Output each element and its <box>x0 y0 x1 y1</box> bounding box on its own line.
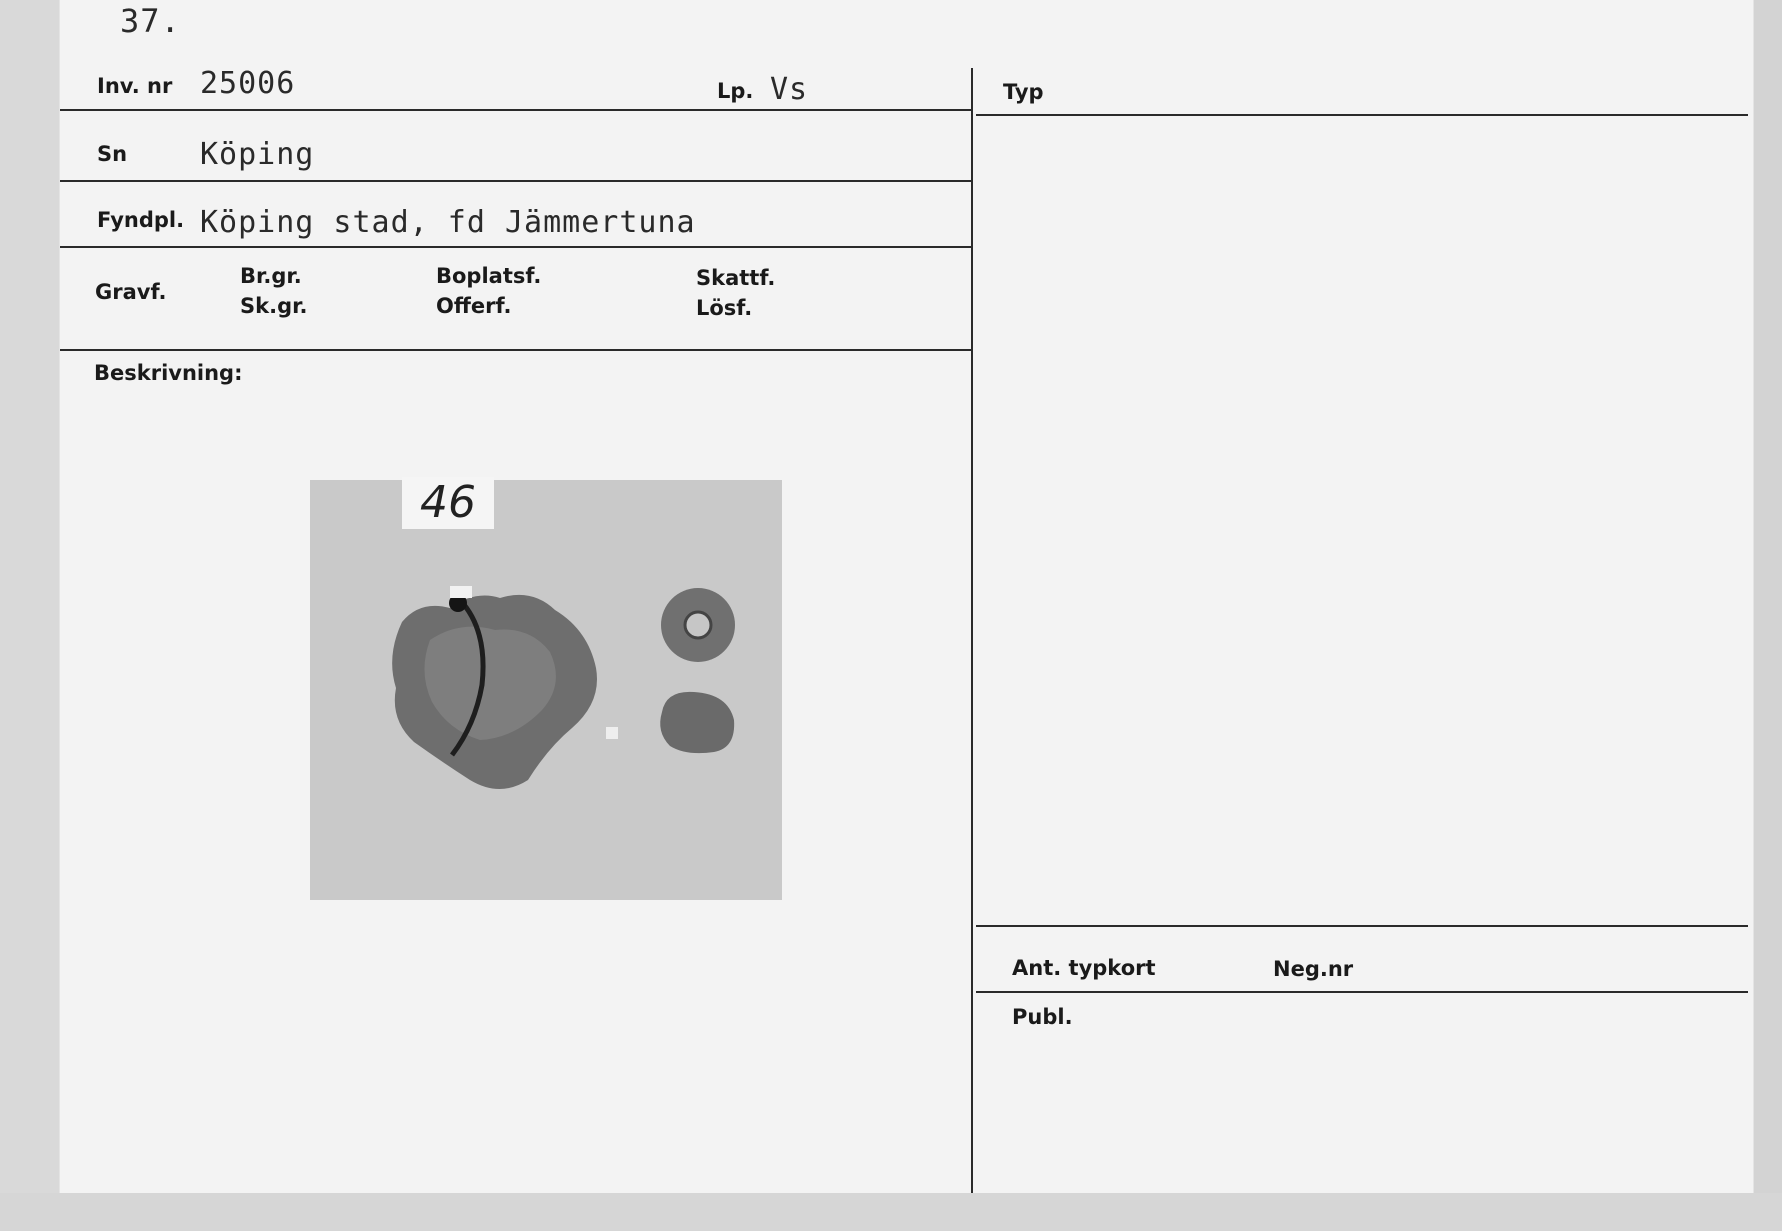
skattf-label: Skattf. <box>696 266 776 290</box>
rule-gravf <box>60 349 972 351</box>
column-divider <box>971 68 973 1193</box>
inv-nr-label: Inv. nr <box>97 74 173 98</box>
rule-inv <box>60 109 972 111</box>
boplatsf-label: Boplatsf. <box>436 264 542 288</box>
ant-typkort-label: Ant. typkort <box>1012 956 1156 980</box>
sk-gr-label: Sk.gr. <box>240 294 308 318</box>
sn-label: Sn <box>97 142 128 166</box>
gravf-label: Gravf. <box>95 280 167 304</box>
neg-nr-label: Neg.nr <box>1273 957 1354 981</box>
fyndpl-value: Köping stad, fd Jämmertuna <box>200 205 696 240</box>
offerf-label: Offerf. <box>436 294 512 318</box>
beskrivning-label: Beskrivning: <box>94 361 243 385</box>
lp-label: Lp. <box>717 79 754 103</box>
photo-number-tag: 46 <box>402 477 494 529</box>
publ-label: Publ. <box>1012 1005 1073 1029</box>
lp-value: Vs <box>770 72 809 107</box>
rule-ant-typkort <box>976 991 1748 993</box>
artifact-photo-image <box>310 480 782 900</box>
scan-margin-right <box>1753 0 1782 1231</box>
fyndpl-label: Fyndpl. <box>97 208 185 232</box>
inv-nr-value: 25006 <box>200 66 296 101</box>
rule-typ-bottom <box>976 925 1748 927</box>
typ-label: Typ <box>1003 80 1044 104</box>
scan-margin-bottom <box>0 1193 1782 1231</box>
br-gr-label: Br.gr. <box>240 264 302 288</box>
card-number: 37. <box>120 2 181 40</box>
scan-margin-left <box>0 0 60 1231</box>
rule-fyndpl <box>60 246 972 248</box>
losf-label: Lösf. <box>696 296 753 320</box>
artifact-photo <box>310 477 782 900</box>
rule-typ <box>976 114 1748 116</box>
rule-sn <box>60 180 972 182</box>
sn-value: Köping <box>200 137 315 172</box>
